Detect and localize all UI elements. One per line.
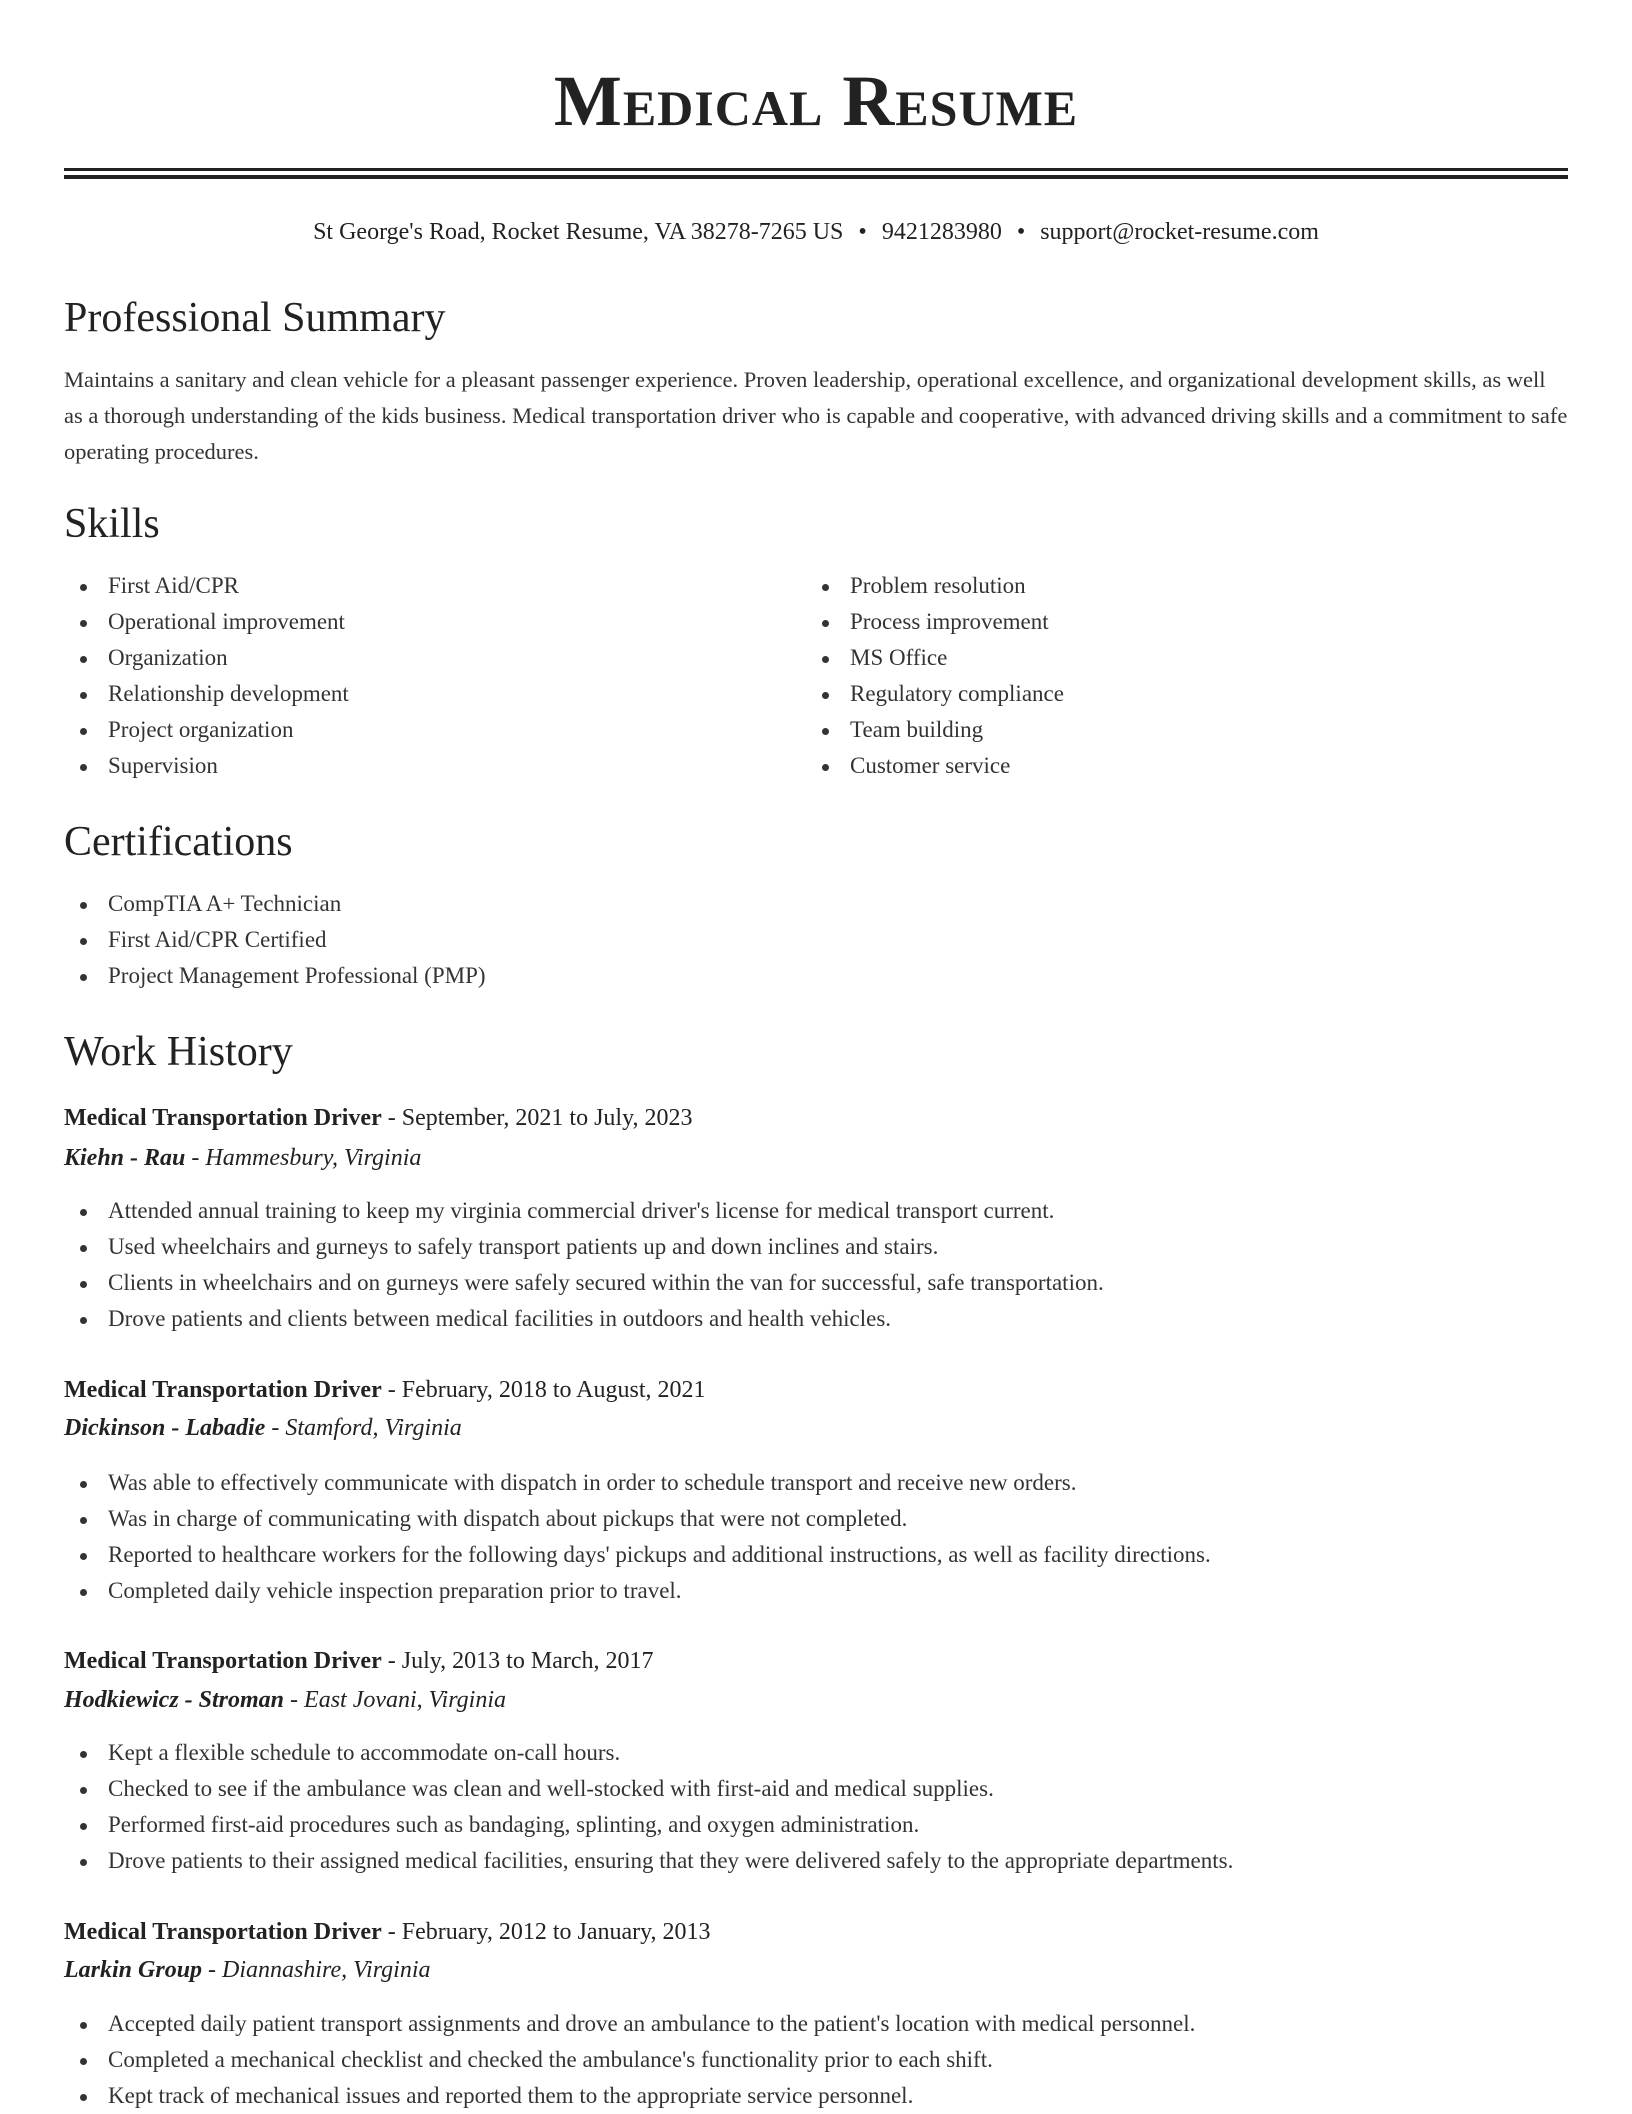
job-location: Diannashire, Virginia xyxy=(222,1957,431,1983)
job-location: East Jovani, Virginia xyxy=(304,1687,507,1713)
contact-address: St George's Road, Rocket Resume, VA 38278-7265 US xyxy=(313,219,844,245)
job-company-line: Kiehn - Rau - Hammesbury, Virginia xyxy=(64,1145,422,1171)
job-bullets xyxy=(64,1735,1568,1879)
job-company-line: Larkin Group - Diannashire, Virginia xyxy=(64,1957,431,1983)
job-bullet: Reported to healthcare workers for the following days' pickups and additional instructions, as well as facility directions. xyxy=(64,1537,1568,1573)
job-role: Medical Transportation Driver xyxy=(64,1648,382,1674)
skill-item: MS Office xyxy=(806,640,1546,676)
job-company-line: Dickinson - Labadie - Stamford, Virginia xyxy=(64,1415,462,1441)
job-company-line: Hodkiewicz - Stroman - East Jovani, Virginia xyxy=(64,1687,507,1713)
job-title-line: Medical Transportation Driver - July, 2013 to March, 2017 xyxy=(64,1648,654,1674)
job-bullets xyxy=(64,2006,1568,2114)
skills-list-right xyxy=(806,568,1546,784)
job-bullet: Clients in wheelchairs and on gurneys were safely secured within the van for successful, safe transportation. xyxy=(64,1265,1568,1301)
job-bullet: Used wheelchairs and gurneys to safely transport patients up and down inclines and stairs. xyxy=(64,1229,1568,1265)
job-dates: February, 2018 to August, 2021 xyxy=(401,1377,706,1403)
job-dates: July, 2013 to March, 2017 xyxy=(401,1648,654,1674)
job-bullet: Completed daily vehicle inspection preparation prior to travel. xyxy=(64,1573,1568,1609)
title-divider-thin xyxy=(64,168,1568,171)
job-role: Medical Transportation Driver xyxy=(64,1919,382,1945)
title-divider-thick xyxy=(64,175,1568,179)
skill-item: Problem resolution xyxy=(806,568,1546,604)
skills-list-left xyxy=(64,568,804,784)
skill-item: Regulatory compliance xyxy=(806,676,1546,712)
job-dates: September, 2021 to July, 2023 xyxy=(401,1105,693,1131)
job-role: Medical Transportation Driver xyxy=(64,1105,382,1131)
job-title-line: Medical Transportation Driver - February, 2012 to January, 2013 xyxy=(64,1919,711,1945)
skill-item: Operational improvement xyxy=(64,604,804,640)
certification-item: First Aid/CPR Certified xyxy=(64,922,1568,958)
job-bullet: Was in charge of communicating with dispatch about pickups that were not completed. xyxy=(64,1501,1568,1537)
job-location: Hammesbury, Virginia xyxy=(205,1145,422,1171)
job-bullet: Kept track of mechanical issues and reported them to the appropriate service personnel. xyxy=(64,2078,1568,2114)
job-company: Larkin Group xyxy=(64,1957,203,1983)
summary-heading: Professional Summary xyxy=(64,295,446,341)
work-history-heading: Work History xyxy=(64,1029,293,1075)
skills-heading: Skills xyxy=(64,501,160,547)
job-bullet: Attended annual training to keep my virginia commercial driver's license for medical transport current. xyxy=(64,1193,1568,1229)
job-dates: February, 2012 to January, 2013 xyxy=(401,1919,711,1945)
skill-item: Team building xyxy=(806,712,1546,748)
skill-item: Process improvement xyxy=(806,604,1546,640)
job-bullet: Drove patients to their assigned medical facilities, ensuring that they were delivered safely to the appropriate departments. xyxy=(64,1843,1568,1879)
contact-email[interactable]: support@rocket-resume.com xyxy=(1040,219,1319,245)
job-title-line: Medical Transportation Driver - February, 2018 to August, 2021 xyxy=(64,1377,706,1403)
contact-separator: • xyxy=(1016,219,1026,245)
skill-item: Relationship development xyxy=(64,676,804,712)
job-location: Stamford, Virginia xyxy=(285,1415,462,1441)
certifications-heading: Certifications xyxy=(64,819,293,865)
job-company: Dickinson - Labadie xyxy=(64,1415,266,1441)
skill-item: Supervision xyxy=(64,748,804,784)
job-bullet: Was able to effectively communicate with dispatch in order to schedule transport and receive new orders. xyxy=(64,1465,1568,1501)
job-company: Hodkiewicz - Stroman xyxy=(64,1687,285,1713)
job-bullets xyxy=(64,1193,1568,1337)
job-company: Kiehn - Rau xyxy=(64,1145,186,1171)
resume-page xyxy=(64,0,1568,2108)
job-bullet: Completed a mechanical checklist and checked the ambulance's functionality prior to each shift. xyxy=(64,2042,1568,2078)
certification-item: Project Management Professional (PMP) xyxy=(64,958,1568,994)
job-bullet: Accepted daily patient transport assignments and drove an ambulance to the patient's location with medical personnel. xyxy=(64,2006,1568,2042)
summary-text: Maintains a sanitary and clean vehicle for a pleasant passenger experience. Proven leadership, operational excellence, and organizational development skills, as well as a thorough understanding of the kids business. Medical transportation driver who is capable and cooperative, with advanced driving skills and a commitment to safe operating procedures. xyxy=(64,367,1568,464)
job-bullet: Kept a flexible schedule to accommodate on-call hours. xyxy=(64,1735,1568,1771)
job-role: Medical Transportation Driver xyxy=(64,1377,382,1403)
contact-phone: 9421283980 xyxy=(881,219,1002,245)
resume-title: Medical Resume xyxy=(553,61,1079,141)
contact-separator: • xyxy=(858,219,867,245)
skill-item: First Aid/CPR xyxy=(64,568,804,604)
job-bullets xyxy=(64,1465,1568,1609)
contact-line xyxy=(64,214,1568,250)
skill-item: Customer service xyxy=(806,748,1546,784)
job-bullet: Checked to see if the ambulance was clean and well-stocked with first-aid and medical supplies. xyxy=(64,1771,1568,1807)
certification-item: CompTIA A+ Technician xyxy=(64,886,1568,922)
certifications-list xyxy=(64,886,1568,994)
job-title-line: Medical Transportation Driver - September, 2021 to July, 2023 xyxy=(64,1105,693,1131)
skill-item: Organization xyxy=(64,640,804,676)
job-bullet: Drove patients and clients between medical facilities in outdoors and health vehicles. xyxy=(64,1301,1568,1337)
job-bullet: Performed first-aid procedures such as bandaging, splinting, and oxygen administration. xyxy=(64,1807,1568,1843)
skill-item: Project organization xyxy=(64,712,804,748)
